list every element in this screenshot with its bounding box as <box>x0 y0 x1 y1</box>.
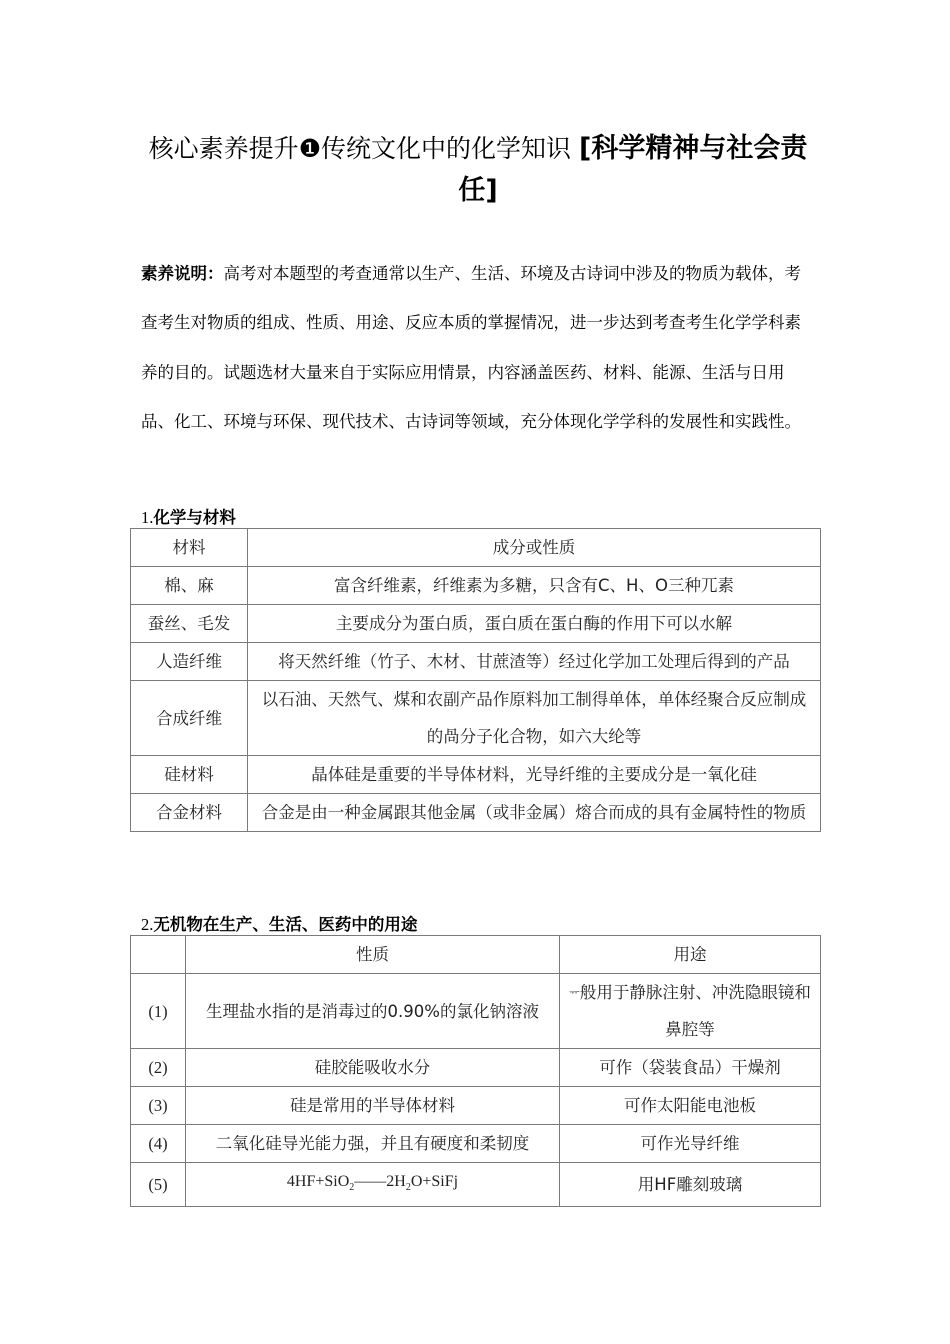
material-cell: 合成纤维 <box>131 681 248 756</box>
property-cell: 合金是由一种金属跟其他金属（或非金属）熔合而成的具有金属特性的物质 <box>248 794 821 832</box>
material-cell: 硅材料 <box>131 756 248 794</box>
table-row <box>131 794 821 832</box>
use-cell: 用HF雕刻玻璃 <box>560 1163 821 1207</box>
intro-label: 素养说明： <box>141 264 224 283</box>
table-row <box>131 974 821 1049</box>
property-cell: 硅是常用的半导体材料 <box>186 1087 560 1125</box>
title-bold-part: [科学精神与社会责任] <box>458 133 808 206</box>
title-main: 核心素养提升❶传统文化中的化学知识 <box>148 134 572 163</box>
material-cell: 合金材料 <box>131 794 248 832</box>
index-cell: (1) <box>131 974 186 1049</box>
property-cell: 主要成分为蛋白质，蛋白质在蛋白酶的作用下可以水解 <box>248 605 821 643</box>
use-cell: 可作光导纤维 <box>560 1125 821 1163</box>
table-header-row <box>131 936 821 974</box>
section2-number: 2. <box>141 915 154 934</box>
index-cell: (2) <box>131 1049 186 1087</box>
formula-sub2: 2 <box>405 1182 411 1194</box>
header-property: 成分或性质 <box>248 529 821 567</box>
table-row <box>131 605 821 643</box>
header-index <box>131 936 186 974</box>
material-cell: 蚕丝、毛发 <box>131 605 248 643</box>
property-cell: 富含纤维素，纤维素为多糖，只含有C、H、O三种兀素 <box>248 567 821 605</box>
section1-number: 1. <box>141 508 154 527</box>
page-title <box>138 128 818 212</box>
property-cell: 生理盐水指的是消毒过的0.90%的氯化钠溶液 <box>186 974 560 1049</box>
index-cell: (5) <box>131 1163 186 1207</box>
table-row <box>131 1163 821 1207</box>
formula-mid: 2H <box>386 1173 406 1190</box>
header-use: 用途 <box>560 936 821 974</box>
material-cell: 人造纤维 <box>131 643 248 681</box>
header-material: 材料 <box>131 529 248 567</box>
property-cell <box>186 1125 560 1163</box>
index-cell: (3) <box>131 1087 186 1125</box>
formula-arrow: —— <box>354 1173 387 1190</box>
table-row <box>131 643 821 681</box>
use-cell <box>560 974 821 1049</box>
section1-heading <box>141 508 236 528</box>
use-text: 般用于静脉注射、冲洗隐眼镜和鼻腔等 <box>579 983 811 1039</box>
table-row <box>131 1125 821 1163</box>
section1-title: 化学与材料 <box>153 508 236 527</box>
intro-paragraph <box>141 249 813 446</box>
formula-left: 4HF+SiO <box>286 1173 350 1190</box>
table-header-row <box>131 529 821 567</box>
uses-table <box>130 935 821 1207</box>
section2-heading <box>141 915 417 935</box>
header-property: 性质 <box>186 936 560 974</box>
table-row <box>131 567 821 605</box>
property-cell: 硅胶能吸收水分 <box>186 1049 560 1087</box>
formula-right: O+SiFj <box>410 1173 459 1190</box>
property-text: 二氧化硅导光能力强，并且有硬度和柔韧度 <box>215 1134 530 1153</box>
intro-text: 高考对本题型的考查通常以生产、生活、环境及古诗词中涉及的物质为载体，考查考生对物质的组成、性质、用途、反应本质的掌握情况，进一步达到考查考生化学学科素养的目的。试题选材大量来自于实际应用情景，内容涵盖医药、材料、能源、生活与日用品、化工、环境与环保、现代技术、古诗词等领域，充分体现化学学科的发展性和实践性。 <box>141 264 801 431</box>
use-mark: ᅲ <box>569 986 580 999</box>
table-row <box>131 756 821 794</box>
use-cell: 可作（袋装食品）干燥剂 <box>560 1049 821 1087</box>
formula-sub1: 2 <box>349 1182 355 1194</box>
section2-title: 无机物在生产、生活、医药中的用途 <box>153 915 418 934</box>
property-cell: 以石油、天然气、煤和农副产品作原料加工制得单体，单体经聚合反应制成的咼分子化合物，如六大纶等 <box>248 681 821 756</box>
property-cell: 晶体硅是重要的半导体材料，光导纤维的主要成分是一氧化硅 <box>248 756 821 794</box>
table-row <box>131 681 821 756</box>
materials-table <box>130 528 821 832</box>
table-row <box>131 1087 821 1125</box>
formula-cell <box>186 1163 560 1207</box>
use-cell: 可作太阳能电池板 <box>560 1087 821 1125</box>
property-cell: 将天然纤维（竹子、木材、甘蔗渣等）经过化学加工处理后得到的产品 <box>248 643 821 681</box>
table-row <box>131 1049 821 1087</box>
index-cell: (4) <box>131 1125 186 1163</box>
material-cell: 棉、麻 <box>131 567 248 605</box>
